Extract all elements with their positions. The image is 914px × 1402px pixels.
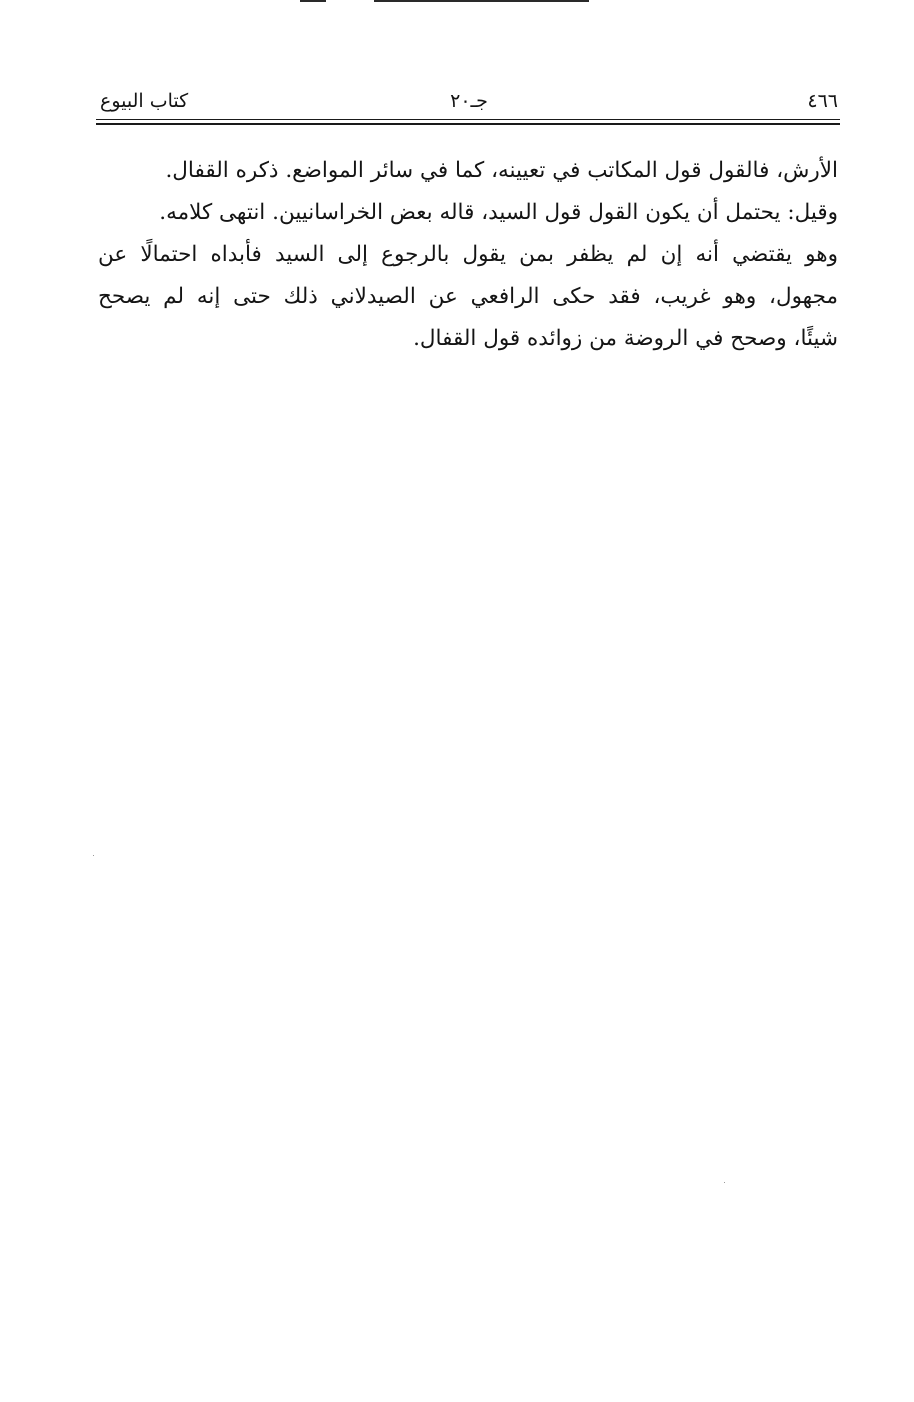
- text-line-4: مجهول، وهو غريب، فقد حكى الرافعي عن الصيدلاني ذلك حتى إنه لم يصحح: [98, 284, 838, 309]
- top-edge-mark: [300, 0, 326, 2]
- body-text: [98, 150, 838, 360]
- page-number: ٤٦٦: [807, 90, 838, 112]
- header-rule-thick: [96, 123, 840, 125]
- text-line-1: الأرش، فالقول قول المكاتب في تعيينه، كما في سائر المواضع. ذكره القفال.: [165, 158, 838, 183]
- volume-number: جـ٢٠: [450, 90, 488, 112]
- scan-speck: [93, 855, 94, 856]
- text-line-2: وقيل: يحتمل أن يكون القول قول السيد، قاله بعض الخراسانيين. انتهى كلامه.: [159, 200, 838, 225]
- top-edge-rule: [374, 0, 589, 2]
- header-rule-thin: [96, 119, 840, 120]
- book-title: كتاب البيوع: [100, 90, 189, 112]
- text-line-5: شيئًا، وصحح في الروضة من زوائده قول القفال.: [413, 326, 838, 351]
- text-line-3: وهو يقتضي أنه إن لم يظفر بمن يقول بالرجوع إلى السيد فأبداه احتمالًا عن: [98, 242, 838, 267]
- running-header: [100, 86, 838, 116]
- scan-speck: [724, 1182, 725, 1183]
